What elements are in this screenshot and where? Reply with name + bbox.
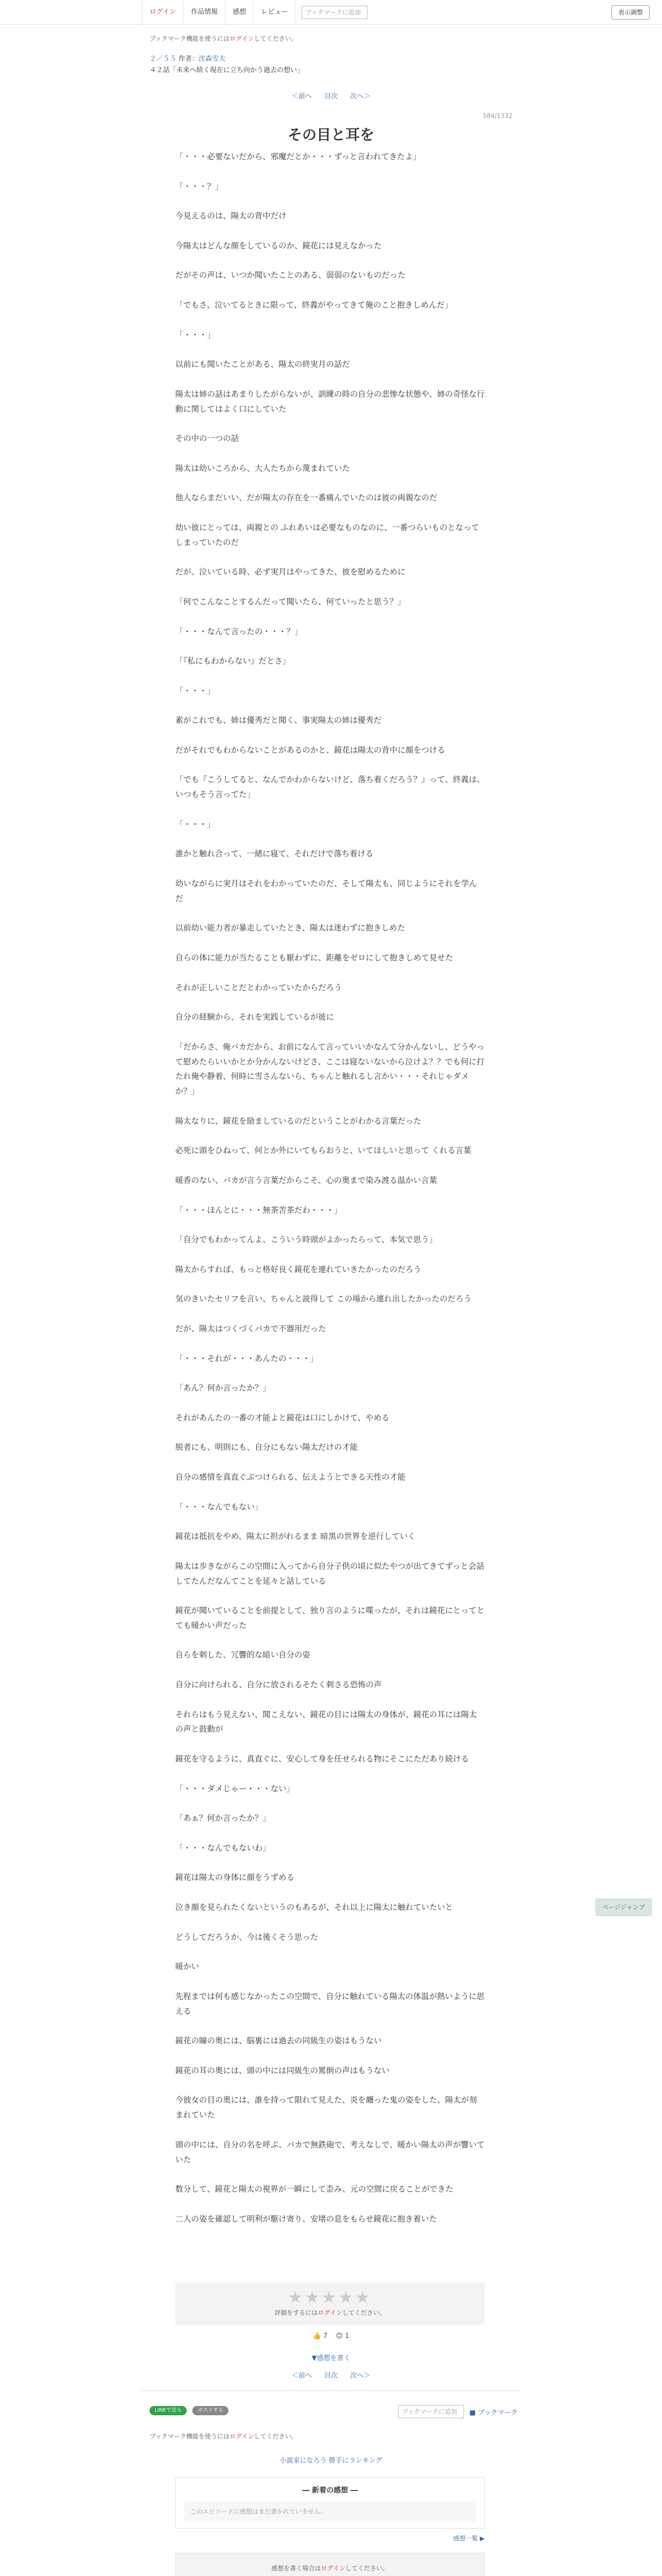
body-paragraph: 今陽太はどんな顔をしているのか、鏡花には見えなかった [175,241,382,250]
no-impressions-text: このエピソードに感想はまだ書かれていません。 [184,2501,476,2522]
page-number: 584/1332 [483,112,512,120]
body-paragraph: 必死に頭をひねって、何とか外にいてもらおうと、いてほしいと思って くれる言葉 [175,1146,472,1156]
chapter-title: その目と耳を [287,126,374,143]
bookmark-notice-bottom-suffix: してください。 [254,2433,297,2440]
display-settings-button[interactable]: 表示調整 [611,5,650,20]
next-link-bottom[interactable]: 次へ＞ [350,2372,371,2380]
body-paragraph: その中の一つの話 [175,434,239,444]
review-link[interactable]: レビュー [254,0,295,25]
body-paragraph: 鏡花の耳の奥には、頭の中には同級生の罵倒の声はもうない [175,2065,390,2075]
new-impressions-box [175,2477,485,2529]
bookmark-notice-bottom [150,2432,297,2441]
body-paragraph: 以前にも聞いたことがある、陽太の終実月の話だ [175,360,350,369]
author-link[interactable]: 沈森雪夫 [198,55,226,63]
body-paragraph: だがそれでもわからないことがあるのかと、鏡花は陽太の背中に顔をつける [175,745,445,755]
pager-top [0,91,662,100]
bookmark-notice [150,34,297,43]
body-paragraph: 泣き顔を見られたくないというのもあるが、それ以上に陽太に触れていたいと [175,1903,453,1912]
body-paragraph: 自分に向けられる、自分に放されるそたく刺さる恐怖の声 [175,1680,382,1690]
body-paragraph: 「・・・？」 [175,181,223,191]
body-paragraph: 自分の経験から、それを実践しているが彼に [175,1012,334,1022]
prev-link[interactable]: ＜前へ [291,93,312,100]
body-paragraph: それが正しいことだとわかっていたからだろう [175,982,342,992]
episode-counter: ２／５５ [150,55,177,63]
body-paragraph: 誰かと触れ合って、一緒に寝て、それだけで落ち着ける [175,849,374,859]
smile-reaction[interactable]: 😊 1 [336,2332,350,2340]
impression-link[interactable]: 感想 [225,0,254,25]
body-paragraph: 「だからさ、俺バカだから、お前になんて言っていいかなんて分かんないし、どうやって慰めたらいいかとか分かんないけどさ、ここは寝ないないから泣けよ？？でも何に打たれ俺や静着、何時に雪さんないら、ちゃんと触れるし言かい・・・それじゃダメか？」 [175,1042,485,1096]
body-paragraph: 他人ならまだいい、だが陽太の存在を一番痛んでいたのは彼の両親なのだ [175,493,437,503]
body-paragraph: 「・・・なんでもないわ」 [175,1843,271,1853]
body-paragraph: 「あぁ？何か言ったか？」 [175,1814,271,1823]
body-paragraph: 自らの体に能力が当たることも厭わずに、距離をゼロにして抱きしめて見せた [175,953,453,963]
reactions [0,2332,662,2340]
body-paragraph: 数分して、鏡花と陽太の視界が一瞬にして歪み、元の空間に戻ることができた [175,2184,454,2194]
body-paragraph: 素がこれでも、姉は優秀だと聞く、事実陽太の姉は優秀だ [175,716,382,725]
body-paragraph: 鏡花が聞いていることを前提として、独り言のように喋ったが、それは鏡花にとってとても暖かい声だった [175,1606,485,1630]
body-paragraph: 鏡花の瞳の奥には、脳裏には過去の同級生の姿はもうない [175,2036,382,2046]
rating-note-suffix: してください。 [342,2309,386,2316]
author-label: 作者： [178,55,199,63]
body-paragraph: 「・・・ダメじゃー・・・ない」 [175,1784,294,1793]
rating-note-prefix: 評価をするには [274,2309,318,2316]
prev-link-bottom[interactable]: ＜前へ [291,2372,312,2380]
body-paragraph: 「・・・」 [175,330,215,340]
body-paragraph: 「何でこんなことするんだって聞いたら、何ていったと思う？」 [175,597,406,606]
bookmark-notice-suffix: してください。 [254,35,297,42]
new-impressions-title: ― 新着の感想 ― [302,2486,358,2495]
bookmark-add-box[interactable]: ブックマークに追加 [302,6,368,19]
body-paragraph: 自らを刺した、冗響的な暗い自分の姿 [175,1650,310,1660]
bookmark-tools [398,2405,518,2418]
body-paragraph: 陽太からすれば、もっと格好良く鏡花を連れていきたかったのだろう [175,1264,422,1274]
like-reaction[interactable]: 👍 7 [312,2332,328,2340]
rating-box [175,2282,485,2325]
bookmark-button[interactable]: ■ ブックマーク [469,2409,518,2417]
body-paragraph: 頭の中には、自分の名を呼ぶ、バカで無鉄砲で、考えなしで、暖かい陽太の声が響いていた [175,2140,485,2164]
page-jump-button[interactable]: ページジャンプ [595,1899,652,1916]
body-paragraph: 陽太は歩きながらこの空間に入ってから自分子供の頃に似たやつが出てきてずっと会話してたんだなんてことを延々と話している [175,1561,485,1586]
bookmark-login-link-bottom[interactable]: ログイン [229,2433,254,2440]
body-paragraph: だが、陽太はつくづくバカで不器用だった [175,1324,326,1333]
body-paragraph: だが、泣いている時、必ず実月はやってきた、彼を慰めるために [175,567,406,577]
next-link[interactable]: 次へ＞ [350,93,371,100]
bookmark-notice-bottom-prefix: ブックマーク機能を使うには [150,2433,230,2440]
body-paragraph: 「自分でもわかってんよ、こういう時頭がよかったらって、本気で思う」 [175,1235,437,1245]
x-post-button[interactable]: ポストする [192,2406,228,2415]
body-paragraph: それがあんたの一番の才能よと鏡花は口にしかけて、やめる [175,1413,390,1422]
body-paragraph: 「・・・」 [175,819,215,829]
impression-login-suffix: してください。 [345,2565,389,2572]
write-impression-link[interactable]: ▼感想を書く [311,2354,351,2362]
body-paragraph: 二人の姿を確認して明利が駆け寄り、安堵の息をもらせ鏡花に抱き着いた [175,2214,437,2224]
body-paragraph: 暖かい [175,1962,200,1972]
body-paragraph: 「でも『こうしてると、なんでかわからないけど、落ち着くだろう？』って、終義は、いつもそう言ってた」 [175,775,485,800]
body-paragraph: 陽太なりに、鏡花を励ましているのだということがわかる言葉だった [175,1116,422,1126]
login-link[interactable]: ログイン [142,0,184,25]
novel-info-link[interactable]: 作品情報 [184,0,225,25]
body-paragraph: 幼い彼にとっては、両親との ふれあいは必要なものなのに、一番つらいものとなってしまっていたのだ [175,522,479,547]
novel-body [175,149,485,2241]
body-paragraph: 「・・・必要ないだから、邪魔だとか・・・ずっと言われてきたよ」 [175,152,421,161]
body-paragraph: 陽太は姉の話はあまりしたがらないが、訓練の時の自分の悲惨な状態や、姉の奇怪な行動に関してはよく口にしていた [175,389,485,414]
body-paragraph: 「・・・それが・・・あんたの・・・」 [175,1353,319,1363]
bookmark-add-box-bottom[interactable]: ブックマークに追加 [398,2405,464,2418]
body-paragraph: 先程までは何も感じなかったこの空間で、自分に触れている陽太の体温が熱いように思える [175,1991,485,2016]
body-paragraph: 以前幼い能力者が暴走していたとき、陽太は迷わずに抱きしめた [175,923,405,933]
episode-subtitle: ４２話「未来へ続く現在に立ち向かう過去の想い」 [150,66,304,74]
body-paragraph: 脱者にも、明則にも、自分にもない陽太だけの才能 [175,1443,358,1452]
novel-info [150,54,304,76]
toc-link-bottom[interactable]: 目次 [324,2372,338,2380]
rating-stars[interactable]: ★★★★★ [288,2287,372,2307]
line-share-button[interactable]: LINEで送る [150,2406,187,2415]
body-paragraph: 今彼女の目の奥には、誰を持って限れて見えた、炎を纏った鬼の姿をした、陽太が刻まれていた [175,2095,477,2120]
body-paragraph: 「・・・なんて言ったの・・・？」 [175,626,303,636]
rating-login-link[interactable]: ログイン [318,2309,342,2316]
body-paragraph: 今見えるのは、陽太の背中だけ [175,211,287,221]
bookmark-login-link[interactable]: ログイン [229,35,254,42]
impression-login-prefix: 感想を書く場合は [271,2565,321,2572]
body-paragraph: 暖香のない、バカが言う言葉だからこそ、心の奥まで染み渡る温かい言葉 [175,1175,437,1185]
body-paragraph: 「あん？何か言ったか？」 [175,1383,271,1393]
body-paragraph: 自分の感情を真直ぐぶつけられる、伝えようとできる天性の才能 [175,1472,406,1482]
body-paragraph: 陽太は幼いころから、大人たちから蔑まれていた [175,463,350,473]
body-paragraph: 鏡花は陽太の身体に顔をうずめる [175,1873,294,1883]
body-paragraph: 気のきいたセリフを言い、ちゃんと説得して この場から連れ出したかったのだろう [175,1294,472,1304]
impressions-list-link[interactable]: 感想一覧 ▶ [453,2535,485,2542]
body-paragraph: 鏡花は抵抗をやめ、陽太に担がれるまま 暗黒の世界を逆行していく [175,1532,416,1541]
top-bar [0,0,662,25]
toc-link[interactable]: 目次 [324,93,338,100]
bookmark-notice-prefix: ブックマーク機能を使うには [150,35,230,42]
body-paragraph: どうしてだろうか、今は後くそう思った [175,1932,319,1942]
body-paragraph: 「・・・」 [175,686,215,696]
body-paragraph: 鏡花を守るように、真直ぐに、安心して身を任せられる物にそこにただあり続ける [175,1754,469,1764]
pager-bottom [0,2370,662,2380]
body-paragraph: それらはもう見えない、聞こえない、鏡花の目には陽太の身体が、鏡花の耳には陽太の声と鼓動が [175,1709,477,1734]
impression-login-box [175,2553,485,2576]
body-paragraph: 「・・・なんでもない」 [175,1502,263,1512]
body-paragraph: 「『私にもわからない』だとさ」 [175,656,291,666]
top-nav [142,0,368,25]
share-tools [150,2405,518,2420]
body-paragraph: 幼いながらに実月はそれをわかっていたのだ、そして陽太も、同じようにそれを学んだ [175,879,477,903]
body-paragraph: 「でもさ、泣いてるときに限って、終義がやってきて俺のこと抱きしめんだ」 [175,300,453,310]
impression-login-link[interactable]: ログイン [321,2565,345,2572]
body-paragraph: だがその声は、いつか聞いたことのある、弱弱のないものだった [175,270,406,280]
ranking-link[interactable]: 小説家になろう 勝手にランキング [279,2457,383,2465]
rating-note [175,2308,485,2317]
body-paragraph: 「・・・ほんとに・・・無茶苦茶だわ・・・」 [175,1205,342,1215]
